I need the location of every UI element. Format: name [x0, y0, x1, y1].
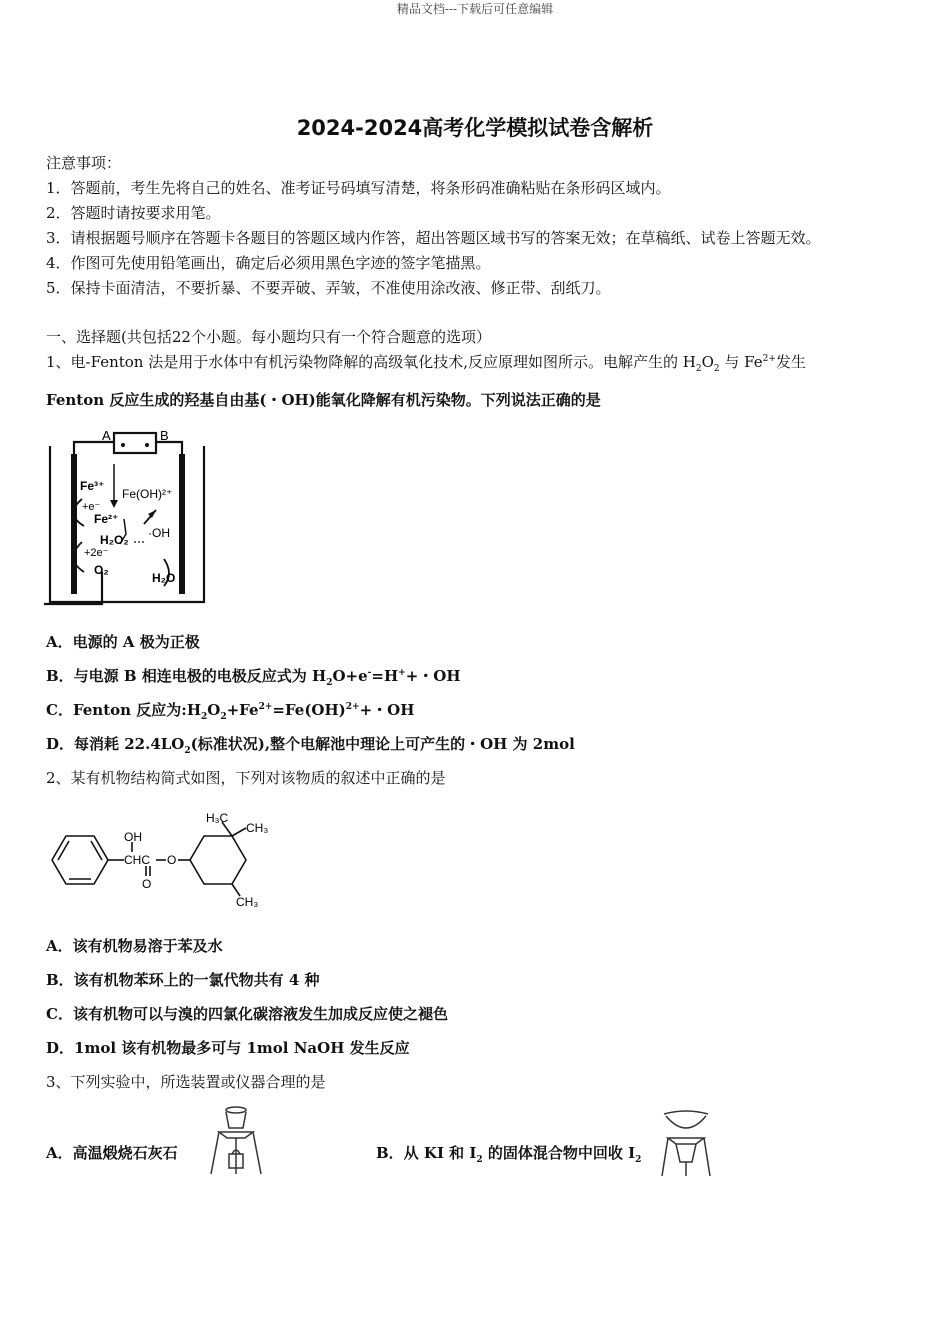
notice-item: 5．保持卡面清洁，不要折暴、不要弄破、弄皱，不准使用涂改液、修正带、刮纸刀。 — [46, 279, 611, 297]
electrode-label-b: B — [160, 428, 169, 443]
o2-label: O₂ — [94, 563, 109, 577]
electrode-label-a: A — [102, 428, 111, 443]
power-source-box — [114, 433, 156, 453]
sublimation-apparatus-image — [656, 1104, 716, 1178]
q1-option-a: A．电源的 A 极为正极 — [46, 633, 200, 651]
notice-heading: 注意事项： — [46, 154, 122, 172]
q1-option-c: C．Fenton 反应为$:H_2O_2+Fe^{2+}=Fe(OH)^{2+}+$・OH — [46, 701, 415, 722]
hydroxyl-label: OH — [124, 830, 142, 844]
q2-option-c: C．该有机物可以与溴的四氯化碳溶液发生加成反应使之褪色 — [46, 1005, 448, 1023]
benzene-ring — [52, 836, 108, 884]
q2-option-b: B．该有机物苯环上的一氯代物共有 4 种 — [46, 971, 320, 989]
q1-option-d: D．每消耗 $22.4LO_2$(标准状况),整个电解池中理论上可产生的・OH 为 2mol — [46, 735, 575, 756]
fe2-label: Fe²⁺ — [94, 512, 119, 526]
h3c-label: H₃C — [206, 811, 229, 825]
q3-option-a: A．高温煅烧石灰石 — [46, 1144, 178, 1162]
notice-item: 3．请根据题号顺序在答题卡各题目的答题区域内作答，超出答题区域书写的答案无效；在草稿纸、试卷上答题无效。 — [46, 229, 821, 247]
section-heading: 一、选择题(共包括22个小题。每小题均只有一个符合题意的选项） — [46, 328, 491, 346]
chc-label: CHC — [124, 853, 150, 867]
page-title: 2024-2024高考化学模拟试卷含解析 — [296, 116, 654, 140]
h2o2-label: H₂O₂ — [100, 533, 129, 547]
organic-structure — [46, 808, 276, 912]
q1-stem-line2: Fenton 反应生成的羟基自由基(・OH)能氧化降解有机污染物。下列说法正确的是 — [46, 391, 601, 409]
ch3-top-label: CH₃ — [246, 821, 269, 835]
plus-e-label: +e⁻ — [82, 501, 101, 513]
carbonyl-o-label: O — [142, 877, 152, 891]
ch3-bottom-label: CH₃ — [236, 895, 259, 909]
q1-stem-line1: 1、电-Fenton 法是用于水体中有机污染物降解的高级氧化技术,反应原理如图所示。电解产生的 $H_2O_2$ 与 $Fe^{2+}$发生 — [46, 353, 806, 374]
notice-item: 2．答题时请按要求用笔。 — [46, 204, 221, 222]
q2-option-d: D．1mol 该有机物最多可与 1mol NaOH 发生反应 — [46, 1039, 410, 1057]
fe3-label: Fe³⁺ — [80, 479, 105, 493]
plus-2e-label: +2e⁻ — [84, 547, 109, 559]
feoh-label: Fe(OH)²⁺ — [122, 487, 173, 501]
crucible-apparatus-image — [205, 1102, 267, 1178]
oh-radical-label: ·OH — [148, 526, 170, 540]
cyclohexane-ring — [190, 836, 246, 884]
notice-item: 1．答题前，考生先将自己的姓名、准考证号码填写清楚，将条形码准确粘贴在条形码区域内。 — [46, 179, 671, 197]
q3-stem: 3、下列实验中，所选装置或仪器合理的是 — [46, 1073, 326, 1091]
electrolysis-diagram — [44, 424, 214, 610]
page-header: 精品文档---下载后可任意编辑 — [396, 2, 554, 16]
ester-o-label: O — [167, 853, 177, 867]
q1-option-b: B．与电源 B 相连电极的电极反应式为 $H_2O+e^-=H^++$・OH — [46, 667, 461, 688]
q2-stem: 2、某有机物结构简式如图，下列对该物质的叙述中正确的是 — [46, 769, 446, 787]
h2o-label: H₂O — [152, 571, 176, 585]
q3-option-b: B．从 KI 和 $I_2$ 的固体混合物中回收 $I_2$ — [376, 1144, 642, 1165]
notice-item: 4．作图可先使用铅笔画出，确定后必须用黑色字迹的签字笔描黑。 — [46, 254, 491, 272]
q2-option-a: A．该有机物易溶于苯及水 — [46, 937, 223, 955]
